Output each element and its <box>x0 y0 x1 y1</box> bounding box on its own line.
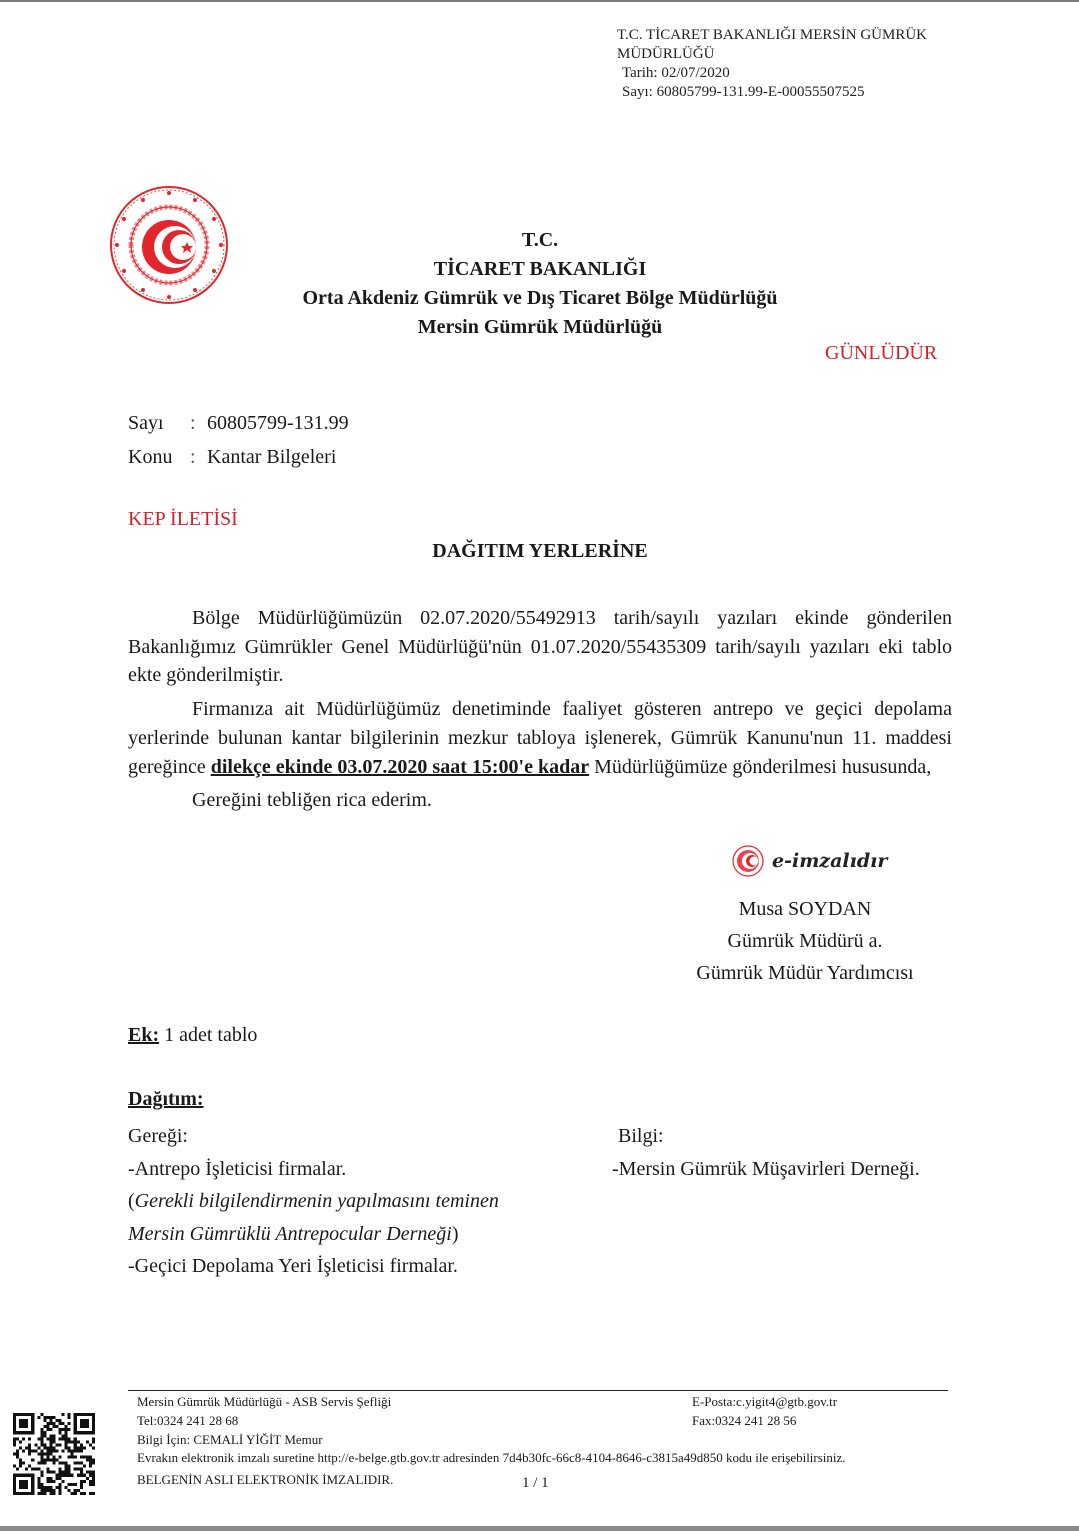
distribution-action-note-2 <box>128 1218 499 1251</box>
body-paragraph-2 <box>128 695 952 781</box>
registry-number: Sayı: 60805799-131.99-E-00055507525 <box>622 84 865 100</box>
page-bottom-border <box>0 1526 1079 1531</box>
footer-info: Bilgi İçin: CEMALİ YİĞİT Memur <box>137 1432 323 1447</box>
konu-label: Konu <box>128 446 173 468</box>
registry-date: Tarih: 02/07/2020 <box>622 65 730 81</box>
footer-email: E-Posta:c.yigit4@gtb.gov.tr <box>692 1394 838 1409</box>
page-top-border <box>0 0 1079 2</box>
footer-verification-text: Evrakın elektronik imzalı suretine http://e-belge.gtb.gov.tr adresinden 7d4b30fc-66c8-4104-8646-c3815a49d850 kodu ile erişebilirsiniz. <box>137 1450 846 1465</box>
konu-value: Kantar Bilgeleri <box>207 446 337 468</box>
footer-fax: Fax:0324 241 28 56 <box>692 1413 797 1428</box>
attachment-value: 1 adet tablo <box>159 1024 258 1046</box>
footer-contact-left <box>137 1392 391 1449</box>
signer-name: Musa SOYDAN <box>738 898 872 920</box>
meta-sayi-row <box>128 406 349 440</box>
distribution-info-list <box>612 1120 920 1185</box>
header-customs-directorate: Mersin Gümrük Müdürlüğü <box>417 316 663 338</box>
note-line-1: Gerekli bilgilendirmenin yapılmasını teminen <box>134 1190 499 1212</box>
e-signature-text: e-imzalıdır <box>772 850 888 872</box>
body-paragraph-1: Bölge Müdürlüğümüzün 02.07.2020/55492913 tarih/sayılı yazıları ekinde gönderilen Bakanlığımız Gümrükler Genel Müdürlüğü'nün 01.07.2020/55435309 tarih/sayılı yazıları eki tablo ekte gönderilmiştir. <box>128 607 952 687</box>
distribution-action-item-1: -Antrepo İşleticisi firmalar. <box>128 1157 347 1180</box>
letter-body <box>128 604 952 815</box>
note-close-paren: ) <box>451 1222 459 1245</box>
page-number: 1 / 1 <box>522 1475 549 1491</box>
distribution-heading: Dağıtım: <box>128 1088 204 1110</box>
attachment-line <box>128 1024 257 1047</box>
distribution-action-heading: Gereği: <box>128 1125 188 1147</box>
konu-separator: : <box>190 446 196 468</box>
header-regional-directorate: Orta Akdeniz Gümrük ve Dış Ticaret Bölge Müdürlüğü <box>302 287 778 309</box>
distribution-info-item-1: -Mersin Gümrük Müşavirleri Derneği. <box>612 1157 920 1180</box>
meta-konu-row <box>128 440 349 474</box>
footer-divider <box>128 1390 948 1391</box>
document-header <box>180 226 900 342</box>
kep-label: KEP İLETİSİ <box>128 508 238 530</box>
document-meta <box>128 406 349 474</box>
distribution-info-heading: Bilgi: <box>618 1125 664 1147</box>
header-tc: T.C. <box>521 229 559 251</box>
sayi-label: Sayı <box>128 412 164 434</box>
sayi-value: 60805799-131.99 <box>207 412 349 434</box>
registry-org-line2: MÜDÜRLÜĞÜ <box>617 46 715 62</box>
body-paragraph-3: Gereğini tebliğen rica ederim. <box>192 789 432 812</box>
footer-tel: Tel:0324 241 28 68 <box>137 1413 239 1428</box>
signer-title-1: Gümrük Müdürü a. <box>727 930 883 952</box>
note-line-2: Mersin Gümrüklü Antrepocular Derneği <box>128 1222 452 1245</box>
distribution-action-note-1 <box>128 1185 499 1218</box>
attachment-label: Ek: <box>128 1024 160 1046</box>
document-registry-block <box>617 26 927 102</box>
distribution-action-item-2: -Geçici Depolama Yeri İşleticisi firmalar. <box>128 1255 458 1277</box>
body-p2-text: Firmanıza ait Müdürlüğümüz denetiminde faaliyet gösteren antrepo ve geçici depolama yerlerinde bulunan kantar bilgilerinin mezkur tabloya işlenerek, Gümrük Kanunu'nun 11. maddesi gereğince <box>128 698 952 778</box>
deadline-emphasis: dilekçe ekinde 03.07.2020 saat 15:00'e kadar <box>210 755 590 778</box>
sayi-separator: : <box>190 412 196 434</box>
header-ministry: TİCARET BAKANLIĞI <box>433 258 647 280</box>
qr-code-icon <box>10 1410 98 1498</box>
note-open-paren: ( <box>128 1190 135 1212</box>
body-p2-tail: Müdürlüğümüze gönderilmesi hususunda, <box>589 755 932 778</box>
addressee-title: DAĞITIM YERLERİNE <box>432 540 648 562</box>
signer-title-2: Gümrük Müdür Yardımcısı <box>696 962 914 984</box>
distribution-action-list <box>128 1120 499 1283</box>
signature-block <box>680 893 930 989</box>
footer-office: Mersin Gümrük Müdürlüğü - ASB Servis Şefliği <box>137 1394 392 1409</box>
registry-org-line1: T.C. TİCARET BAKANLIĞI MERSİN GÜMRÜK <box>617 27 928 43</box>
footer-contact-right <box>692 1392 837 1430</box>
urgency-label: GÜNLÜDÜR <box>825 342 938 364</box>
e-signature-stamp-icon <box>730 843 890 879</box>
footer-original-note: BELGENİN ASLI ELEKTRONİK İMZALIDIR. <box>137 1472 394 1487</box>
